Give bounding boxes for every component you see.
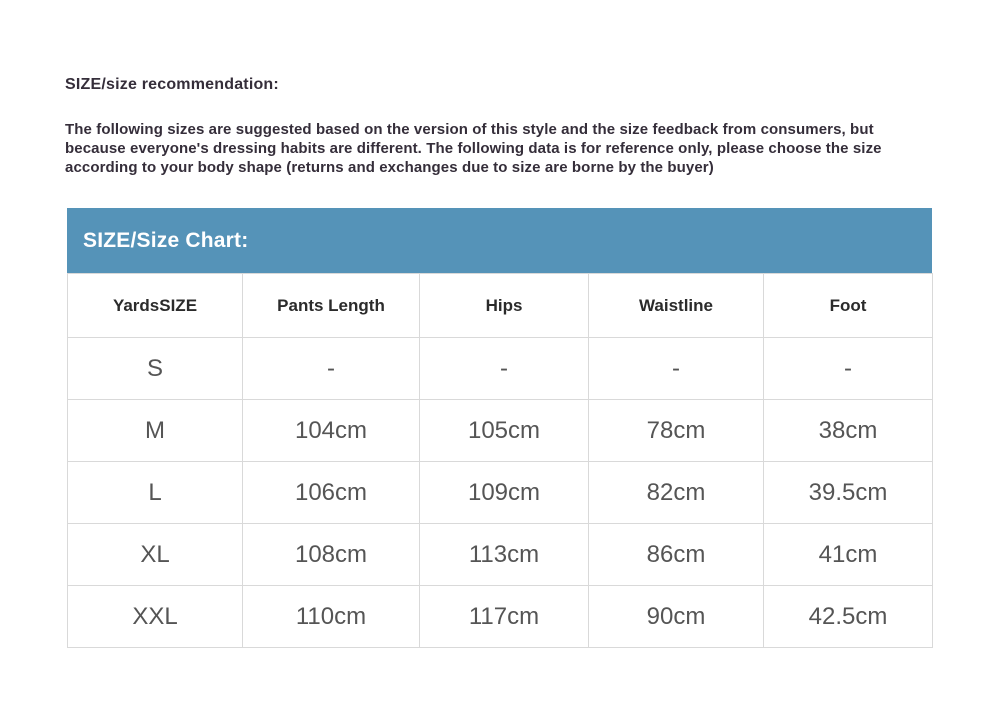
column-header-foot: Foot — [764, 274, 933, 338]
size-chart-banner — [67, 208, 932, 273]
column-header-pants-length: Pants Length — [243, 274, 420, 338]
table-row-l — [68, 462, 933, 524]
cell-size: L — [68, 462, 243, 524]
cell-waistline: 86cm — [589, 524, 764, 586]
cell-pants-length: - — [243, 338, 420, 400]
cell-foot: 39.5cm — [764, 462, 933, 524]
cell-waistline: 90cm — [589, 586, 764, 648]
cell-hips: - — [420, 338, 589, 400]
cell-size: XL — [68, 524, 243, 586]
cell-waistline: 82cm — [589, 462, 764, 524]
cell-hips: 109cm — [420, 462, 589, 524]
cell-hips: 105cm — [420, 400, 589, 462]
cell-size: XXL — [68, 586, 243, 648]
cell-size: S — [68, 338, 243, 400]
table-row-s — [68, 338, 933, 400]
cell-pants-length: 110cm — [243, 586, 420, 648]
size-chart-banner-title: SIZE/Size Chart: — [83, 228, 249, 252]
cell-pants-length: 104cm — [243, 400, 420, 462]
size-recommendation-description: The following sizes are suggested based on the version of this style and the size feedback from consumers, but because everyone's dressing habits are different. The following data is for reference only, please choose the size according to your body shape (returns and exchanges due to size are borne by the buyer) — [65, 121, 882, 176]
cell-hips: 113cm — [420, 524, 589, 586]
cell-foot: 41cm — [764, 524, 933, 586]
size-chart-section — [67, 208, 932, 648]
cell-foot: 42.5cm — [764, 586, 933, 648]
column-header-waistline: Waistline — [589, 274, 764, 338]
cell-foot: - — [764, 338, 933, 400]
cell-foot: 38cm — [764, 400, 933, 462]
column-header-hips: Hips — [420, 274, 589, 338]
size-chart-table — [67, 273, 933, 648]
cell-pants-length: 106cm — [243, 462, 420, 524]
column-header-size: YardsSIZE — [68, 274, 243, 338]
table-row-xl — [68, 524, 933, 586]
cell-waistline: 78cm — [589, 400, 764, 462]
size-chart-header-row — [68, 274, 933, 338]
cell-hips: 117cm — [420, 586, 589, 648]
page-title: SIZE/size recommendation: — [65, 76, 279, 93]
table-row-m — [68, 400, 933, 462]
cell-size: M — [68, 400, 243, 462]
table-row-xxl — [68, 586, 933, 648]
cell-pants-length: 108cm — [243, 524, 420, 586]
cell-waistline: - — [589, 338, 764, 400]
